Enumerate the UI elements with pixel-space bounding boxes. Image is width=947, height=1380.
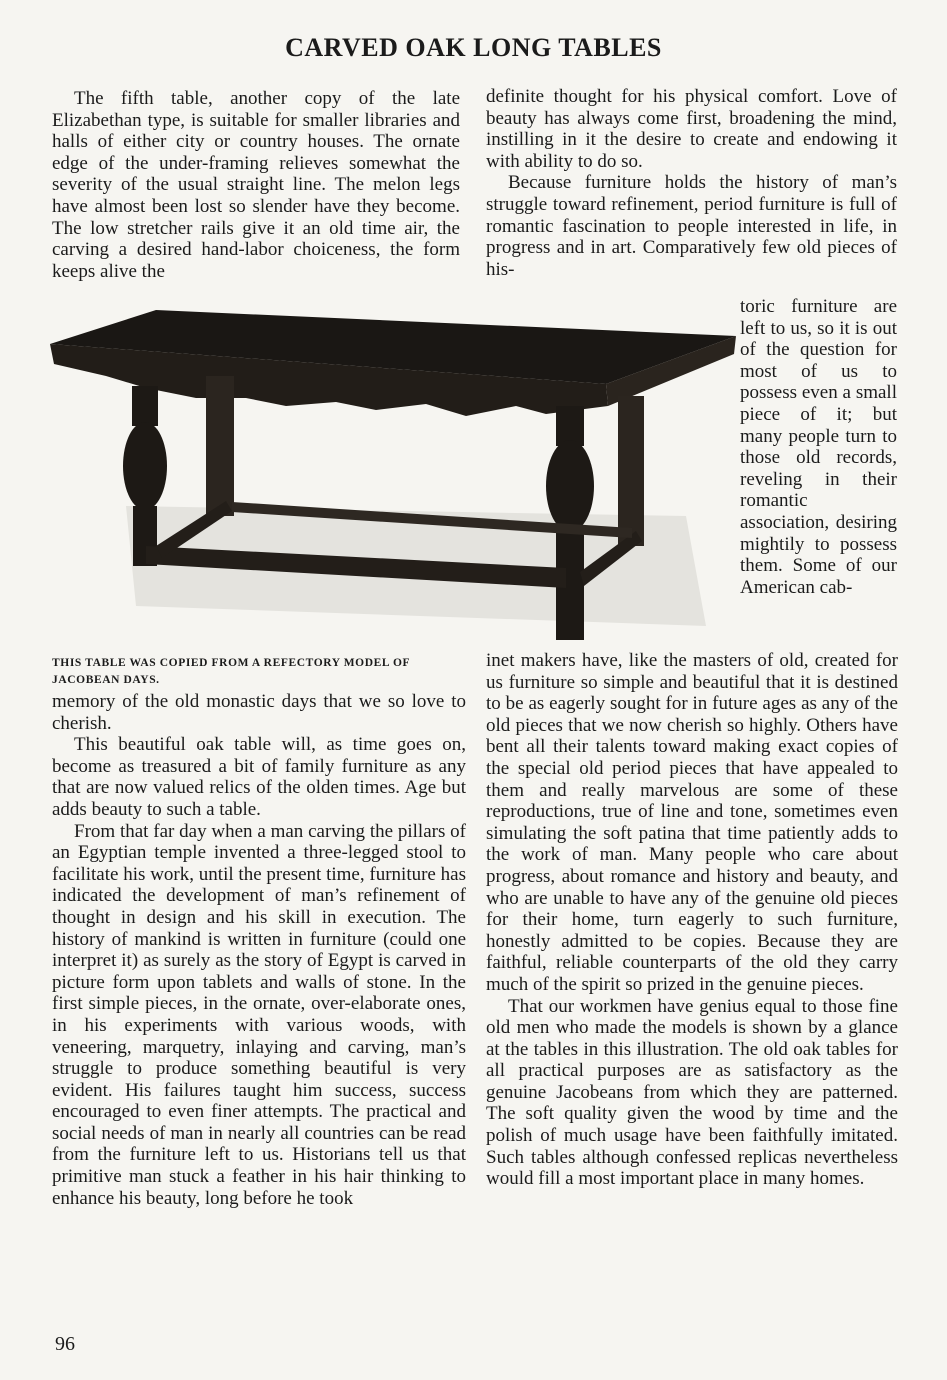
paragraph-continuation: memory of the old monastic days that we so love to cherish. — [52, 691, 466, 734]
paragraph-cabinet-makers: inet makers have, like the masters of old, created for us furniture so simple and beautiful that it is destined to be as eagerly sought for in future ages as any of the old pieces that we now cherish so highly. Others have bent all their talents toward making exact copies of the special old period pieces that have appealed to them and really marvelous are some of these reproductions, true of line and tone, sometimes even simulating the soft patina that time patiently adds to the work of man. Many people who care about progress, about romance and history and beauty, and who are unable to have any of the genuine old pieces for their home, turn eagerly to such furniture, honestly admitted to be copies. Because they are faithful, reliable counterparts of the old they carry much of the spirit so prized in the genuine pieces. — [486, 650, 898, 995]
table-photograph — [46, 306, 736, 652]
back-left-leg — [206, 376, 234, 516]
paragraph-workmen-genius: That our workmen have genius equal to those fine old men who made the models is shown by a glance at the tables in this illustration. The old oak tables for all practical purposes are as satisfactory as the genuine Jacobeans from which they are patterned. The soft quality given the wood by time and the polish of much usage have been faithfully imitated. Such tables although confessed replicas nevertheless would fill a most important place in many homes. — [486, 995, 898, 1190]
paragraph-oak-table: This beautiful oak table will, as time goes on, become as treasured a bit of family furniture as any that are now valued relics of the olden times. Age but adds beauty to such a table. — [52, 734, 466, 820]
paragraph-period-furniture: Because furniture holds the history of man’s struggle toward refinement, period furniture is full of romantic fascination to people interested in life, in progress and in art. Comparatively few old pieces of his- — [486, 172, 897, 280]
right-column-bottom — [486, 650, 898, 1190]
figure-caption: THIS TABLE WAS COPIED FROM A REFECTORY MODEL OF JACOBEAN DAYS. — [52, 657, 410, 686]
paragraph-period-furniture-narrow: toric furniture are left to us, so it is out of the question for most of us to possess even a small piece of it; but many people turn to those old records, reveling in their romantic association, desiring mightily to possess them. Some of our American cab- — [740, 296, 897, 598]
right-column-narrow — [740, 296, 897, 598]
page-number: 96 — [55, 1333, 75, 1355]
paragraph-physical-comfort: definite thought for his physical comfort. Love of beauty has always come first, broadening the mind, instilling in it the desire to create and endowing it with ability to do so. — [486, 86, 897, 172]
back-right-leg — [618, 396, 644, 546]
page-title: CARVED OAK LONG TABLES — [285, 33, 662, 62]
paragraph-egyptian-temple: From that far day when a man carving the pillars of an Egyptian temple invented a three-legged stool to facilitate his work, until the present time, furniture has indicated the development of man’s refinement of thought in design and his skill in execution. The history of mankind is written in furniture (could one interpret it) as surely as the story of Egypt is carved in picture form upon tablets and walls of stone. In the first simple pieces, in the ornate, over-elaborate ones, in his experiments with various woods, with veneering, marquetry, inlaying and carving, man’s struggle to produce something beautiful is very evident. His failures taught him success, success encouraged to even finer attempts. The practical and social needs of man in nearly all countries can be read from the furniture left to us. Historians tell us that primitive man stuck a feather in his hair thinking to enhance his beauty, long before he took — [52, 820, 466, 1209]
right-column-top — [486, 86, 897, 280]
paragraph-fifth-table: The fifth table, another copy of the late Elizabethan type, is suitable for smaller libraries and halls of either city or country houses. The ornate edge of the under-framing relieves somewhat the severity of the usual straight line. The melon legs have almost been lost so slender have they become. The low stretcher rails give it an old time air, the carving a desired hand-labor choiceness, the form keeps alive the — [52, 88, 460, 282]
left-column-top — [52, 88, 460, 282]
left-column-bottom — [52, 691, 466, 1209]
